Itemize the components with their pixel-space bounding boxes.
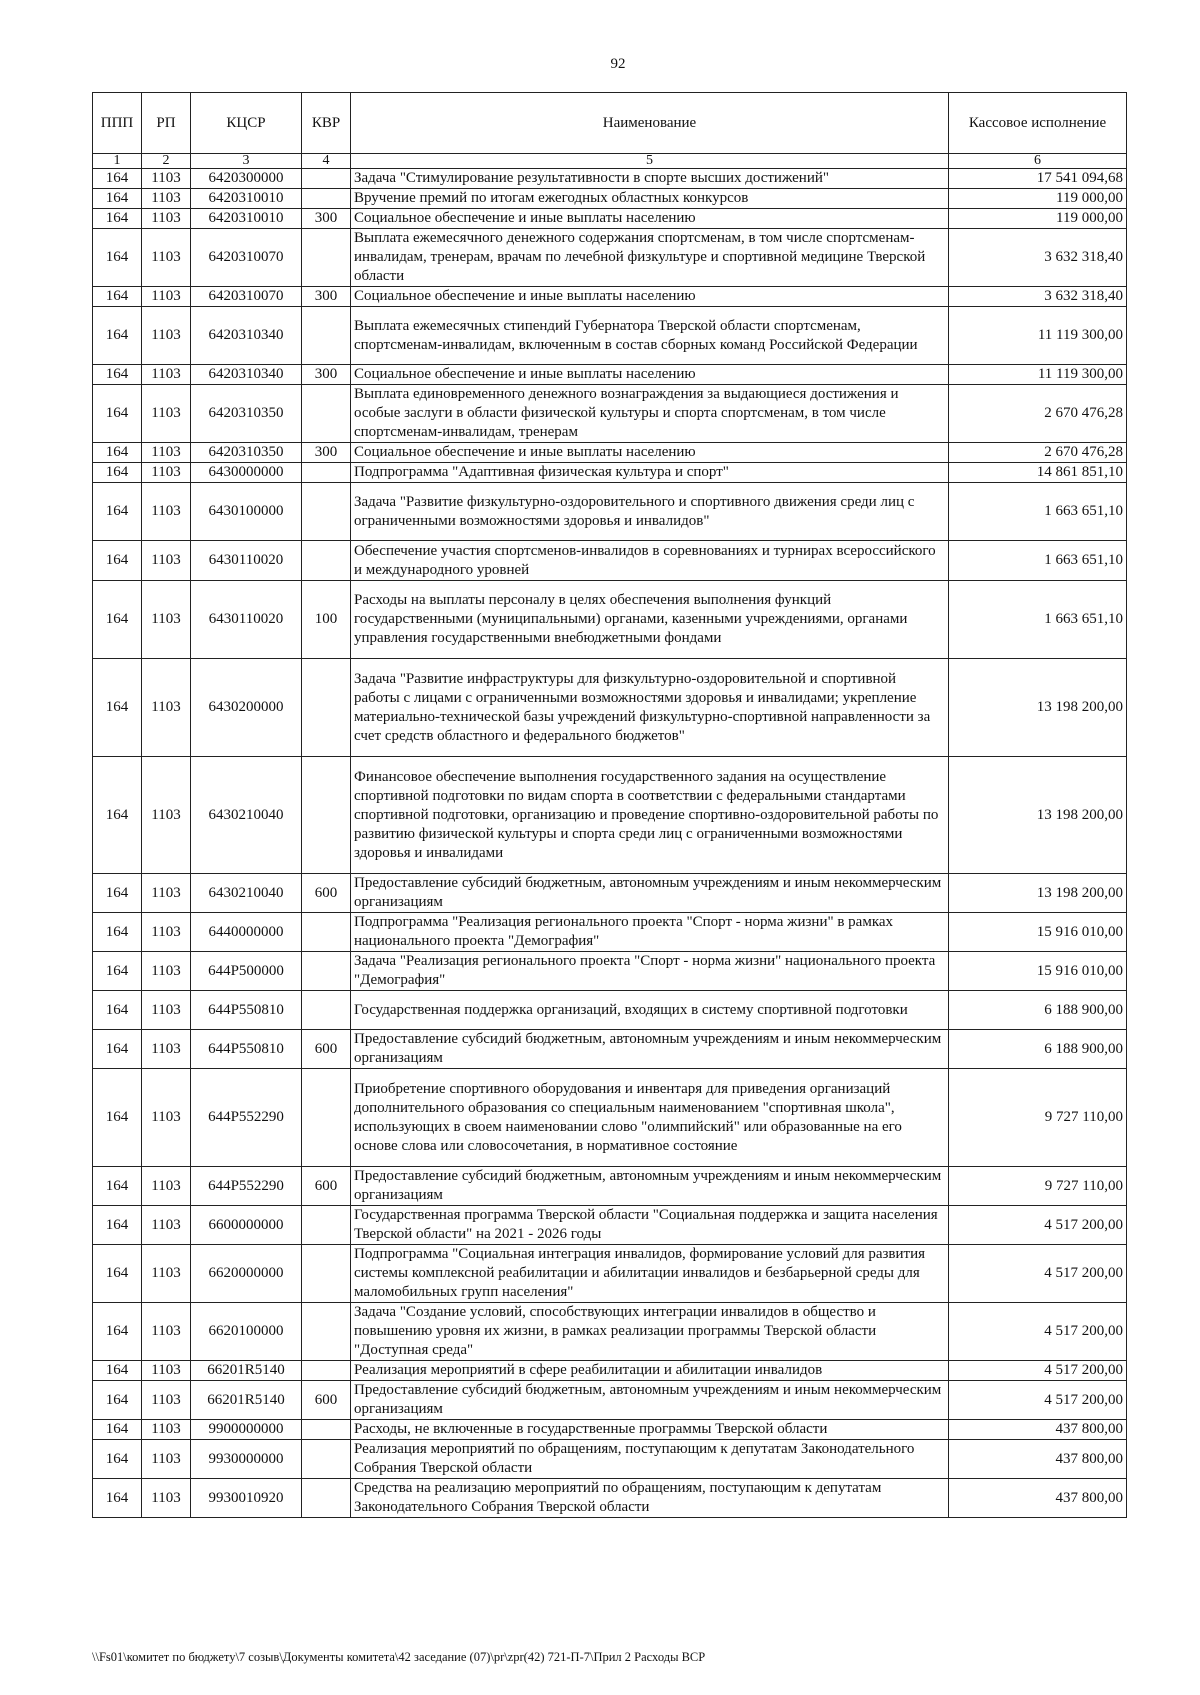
cell-kcsr: 6430210040: [191, 874, 302, 913]
cell-ppp: 164: [93, 287, 142, 307]
cell-name: Подпрограмма "Реализация регионального проекта "Спорт - норма жизни" в рамках национального проекта "Демография": [351, 913, 949, 952]
table-row: [93, 307, 1127, 365]
cell-amount: 9 727 110,00: [949, 1167, 1127, 1206]
cell-name: Выплата ежемесячного денежного содержания спортсменам, в том числе спортсменам-инвалидам, тренерам, врачам по лечебной физкультуре и спортивной медицине Тверской области: [351, 229, 949, 287]
cell-ppp: 164: [93, 757, 142, 874]
cell-name: Задача "Развитие инфраструктуры для физкультурно-оздоровительной и спортивной работы с лицами с ограниченными возможностями здоровья и инвалидами; укрепление материально-технической базы учреждений физкультурно-спортивной направленности за счет средств областного и федерального бюджетов": [351, 659, 949, 757]
cell-ppp: 164: [93, 1479, 142, 1518]
cell-amount: 4 517 200,00: [949, 1245, 1127, 1303]
cell-kvr: 600: [302, 874, 351, 913]
cell-kcsr: 6430000000: [191, 463, 302, 483]
table-row: [93, 1206, 1127, 1245]
footer-file-path: \\Fs01\комитет по бюджету\7 созыв\Документы комитета\42 заседание (07)\pr\zpr(42) 721-П-7\Прил 2 Расходы ВСР: [92, 1650, 706, 1664]
cell-kvr: 600: [302, 1167, 351, 1206]
table-row: [93, 229, 1127, 287]
cell-amount: 6 188 900,00: [949, 1030, 1127, 1069]
cell-kcsr: 6420310350: [191, 443, 302, 463]
cell-kvr: [302, 1245, 351, 1303]
table-row: [93, 1420, 1127, 1440]
cell-kcsr: 6430100000: [191, 483, 302, 541]
cell-name: Расходы на выплаты персоналу в целях обеспечения выполнения функций государственными (муниципальными) органами, казенными учреждениями, органами управления государственными внебюджетными фондами: [351, 581, 949, 659]
cell-kvr: [302, 952, 351, 991]
cell-kcsr: 6420310070: [191, 287, 302, 307]
cell-name: Социальное обеспечение и иные выплаты населению: [351, 365, 949, 385]
cell-rp: 1103: [142, 483, 191, 541]
cell-name: Средства на реализацию мероприятий по обращениям, поступающим к депутатам Законодательного Собрания Тверской области: [351, 1479, 949, 1518]
cell-name: Подпрограмма "Адаптивная физическая культура и спорт": [351, 463, 949, 483]
table-row: [93, 483, 1127, 541]
cell-rp: 1103: [142, 463, 191, 483]
header-kvr: КВР: [302, 93, 351, 154]
cell-kvr: [302, 483, 351, 541]
cell-kvr: 300: [302, 209, 351, 229]
cell-name: Предоставление субсидий бюджетным, автономным учреждениям и иным некоммерческим организациям: [351, 874, 949, 913]
cell-kcsr: 6440000000: [191, 913, 302, 952]
cell-amount: 2 670 476,28: [949, 443, 1127, 463]
cell-kvr: [302, 1069, 351, 1167]
cell-ppp: 164: [93, 443, 142, 463]
cell-kcsr: 6420310010: [191, 209, 302, 229]
cell-kcsr: 6420310350: [191, 385, 302, 443]
cell-kvr: 300: [302, 443, 351, 463]
table-row: [93, 991, 1127, 1030]
cell-rp: 1103: [142, 1069, 191, 1167]
cell-kvr: [302, 1440, 351, 1479]
cell-ppp: 164: [93, 189, 142, 209]
cell-amount: 437 800,00: [949, 1420, 1127, 1440]
cell-rp: 1103: [142, 1420, 191, 1440]
cell-rp: 1103: [142, 307, 191, 365]
cell-amount: 3 632 318,40: [949, 229, 1127, 287]
cell-kvr: [302, 757, 351, 874]
cell-rp: 1103: [142, 189, 191, 209]
cell-name: Выплата единовременного денежного вознаграждения за выдающиеся достижения и особые заслуги в области физической культуры и спорта спортсменам, в том числе спортсменам-инвалидам, тренерам: [351, 385, 949, 443]
cell-ppp: 164: [93, 229, 142, 287]
cell-kcsr: 6430110020: [191, 581, 302, 659]
cell-amount: 17 541 094,68: [949, 169, 1127, 189]
cell-amount: 119 000,00: [949, 209, 1127, 229]
header-ppp: ППП: [93, 93, 142, 154]
table-row: [93, 913, 1127, 952]
cell-name: Вручение премий по итогам ежегодных областных конкурсов: [351, 189, 949, 209]
cell-amount: 13 198 200,00: [949, 659, 1127, 757]
cell-kcsr: 6420310340: [191, 365, 302, 385]
cell-kvr: [302, 463, 351, 483]
cell-rp: 1103: [142, 385, 191, 443]
cell-kcsr: 9900000000: [191, 1420, 302, 1440]
cell-rp: 1103: [142, 874, 191, 913]
cell-ppp: 164: [93, 913, 142, 952]
cell-ppp: 164: [93, 1303, 142, 1361]
table-row: [93, 1479, 1127, 1518]
cell-name: Предоставление субсидий бюджетным, автономным учреждениям и иным некоммерческим организациям: [351, 1167, 949, 1206]
cell-ppp: 164: [93, 1245, 142, 1303]
table-row: [93, 1361, 1127, 1381]
cell-name: Социальное обеспечение и иные выплаты населению: [351, 287, 949, 307]
cell-amount: 13 198 200,00: [949, 757, 1127, 874]
cell-name: Финансовое обеспечение выполнения государственного задания на осуществление спортивной подготовки по видам спорта в соответствии с федеральными стандартами спортивной подготовки, организацию и проведение спортивно-оздоровительной работы по развитию физической культуры и спорта среди лиц с ограниченными возможностями здоровья и инвалидами: [351, 757, 949, 874]
cell-ppp: 164: [93, 874, 142, 913]
cell-amount: 3 632 318,40: [949, 287, 1127, 307]
cell-name: Предоставление субсидий бюджетным, автономным учреждениям и иным некоммерческим организациям: [351, 1381, 949, 1420]
cell-rp: 1103: [142, 991, 191, 1030]
table-row: [93, 1030, 1127, 1069]
table-row: [93, 463, 1127, 483]
cell-rp: 1103: [142, 1206, 191, 1245]
cell-ppp: 164: [93, 952, 142, 991]
cell-rp: 1103: [142, 1245, 191, 1303]
cell-ppp: 164: [93, 365, 142, 385]
column-index: 1: [93, 154, 142, 169]
column-index: 5: [351, 154, 949, 169]
cell-name: Задача "Создание условий, способствующих интеграции инвалидов в общество и повышению уровня их жизни, в рамках реализации программы Тверской области "Доступная среда": [351, 1303, 949, 1361]
cell-rp: 1103: [142, 1381, 191, 1420]
cell-kvr: 300: [302, 287, 351, 307]
column-index: 2: [142, 154, 191, 169]
cell-kvr: [302, 189, 351, 209]
cell-name: Государственная программа Тверской области "Социальная поддержка и защита населения Тверской области" на 2021 - 2026 годы: [351, 1206, 949, 1245]
cell-name: Задача "Стимулирование результативности в спорте высших достижений": [351, 169, 949, 189]
cell-amount: 437 800,00: [949, 1479, 1127, 1518]
cell-rp: 1103: [142, 659, 191, 757]
cell-name: Государственная поддержка организаций, входящих в систему спортивной подготовки: [351, 991, 949, 1030]
cell-rp: 1103: [142, 1440, 191, 1479]
cell-amount: 4 517 200,00: [949, 1361, 1127, 1381]
cell-kcsr: 6430110020: [191, 541, 302, 581]
table-row: [93, 1167, 1127, 1206]
cell-kcsr: 6420300000: [191, 169, 302, 189]
cell-kvr: [302, 385, 351, 443]
column-index-row: [93, 154, 1127, 169]
cell-kvr: [302, 307, 351, 365]
cell-kvr: [302, 1206, 351, 1245]
cell-ppp: 164: [93, 541, 142, 581]
table-row: [93, 581, 1127, 659]
cell-ppp: 164: [93, 1030, 142, 1069]
cell-kvr: [302, 1420, 351, 1440]
cell-name: Предоставление субсидий бюджетным, автономным учреждениям и иным некоммерческим организациям: [351, 1030, 949, 1069]
cell-rp: 1103: [142, 443, 191, 463]
header-name: Наименование: [351, 93, 949, 154]
cell-amount: 9 727 110,00: [949, 1069, 1127, 1167]
table-row: [93, 189, 1127, 209]
cell-kcsr: 6600000000: [191, 1206, 302, 1245]
cell-kvr: [302, 991, 351, 1030]
cell-amount: 4 517 200,00: [949, 1206, 1127, 1245]
cell-kcsr: 66201R5140: [191, 1381, 302, 1420]
cell-amount: 1 663 651,10: [949, 483, 1127, 541]
cell-rp: 1103: [142, 1303, 191, 1361]
table-row: [93, 169, 1127, 189]
column-index: 3: [191, 154, 302, 169]
cell-ppp: 164: [93, 307, 142, 365]
cell-name: Социальное обеспечение и иные выплаты населению: [351, 443, 949, 463]
cell-ppp: 164: [93, 483, 142, 541]
cell-rp: 1103: [142, 952, 191, 991]
cell-rp: 1103: [142, 1167, 191, 1206]
cell-rp: 1103: [142, 581, 191, 659]
cell-amount: 119 000,00: [949, 189, 1127, 209]
cell-ppp: 164: [93, 1440, 142, 1479]
cell-ppp: 164: [93, 1069, 142, 1167]
cell-amount: 11 119 300,00: [949, 365, 1127, 385]
cell-kcsr: 644P550810: [191, 1030, 302, 1069]
cell-kcsr: 6420310070: [191, 229, 302, 287]
cell-amount: 4 517 200,00: [949, 1381, 1127, 1420]
cell-kcsr: 66201R5140: [191, 1361, 302, 1381]
cell-ppp: 164: [93, 385, 142, 443]
cell-kvr: [302, 913, 351, 952]
cell-amount: 4 517 200,00: [949, 1303, 1127, 1361]
table-row: [93, 209, 1127, 229]
cell-kvr: 300: [302, 365, 351, 385]
cell-ppp: 164: [93, 659, 142, 757]
table-row: [93, 1069, 1127, 1167]
cell-kcsr: 6620100000: [191, 1303, 302, 1361]
cell-kvr: [302, 229, 351, 287]
cell-kcsr: 644P550810: [191, 991, 302, 1030]
cell-kvr: [302, 1479, 351, 1518]
cell-kcsr: 644P500000: [191, 952, 302, 991]
cell-name: Приобретение спортивного оборудования и инвентаря для приведения организаций дополнительного образования со специальным наименованием "спортивная школа", использующих в своем наименовании слово "олимпийский" или образованные на его основе слова или словосочетания, в нормативное состояние: [351, 1069, 949, 1167]
table-row: [93, 1245, 1127, 1303]
cell-ppp: 164: [93, 991, 142, 1030]
cell-kcsr: 644P552290: [191, 1069, 302, 1167]
cell-amount: 11 119 300,00: [949, 307, 1127, 365]
cell-name: Реализация мероприятий в сфере реабилитации и абилитации инвалидов: [351, 1361, 949, 1381]
cell-rp: 1103: [142, 229, 191, 287]
table-row: [93, 1440, 1127, 1479]
cell-name: Обеспечение участия спортсменов-инвалидов в соревнованиях и турнирах всероссийского и международного уровней: [351, 541, 949, 581]
cell-amount: 15 916 010,00: [949, 913, 1127, 952]
cell-ppp: 164: [93, 1206, 142, 1245]
cell-ppp: 164: [93, 1167, 142, 1206]
cell-name: Расходы, не включенные в государственные программы Тверской области: [351, 1420, 949, 1440]
table-row: [93, 952, 1127, 991]
cell-name: Задача "Развитие физкультурно-оздоровительного и спортивного движения среди лиц с ограниченными возможностями здоровья и инвалидов": [351, 483, 949, 541]
cell-name: Подпрограмма "Социальная интеграция инвалидов, формирование условий для развития системы комплексной реабилитации и абилитации инвалидов и безбарьерной среды для маломобильных групп населения": [351, 1245, 949, 1303]
cell-rp: 1103: [142, 757, 191, 874]
cell-kcsr: 9930000000: [191, 1440, 302, 1479]
cell-rp: 1103: [142, 169, 191, 189]
cell-rp: 1103: [142, 541, 191, 581]
cell-rp: 1103: [142, 365, 191, 385]
cell-name: Реализация мероприятий по обращениям, поступающим к депутатам Законодательного Собрания Тверской области: [351, 1440, 949, 1479]
page-number: 92: [610, 56, 626, 72]
cell-kcsr: 6430200000: [191, 659, 302, 757]
cell-kvr: 100: [302, 581, 351, 659]
cell-amount: 437 800,00: [949, 1440, 1127, 1479]
cell-ppp: 164: [93, 1381, 142, 1420]
cell-kvr: [302, 169, 351, 189]
header-kcsr: КЦСР: [191, 93, 302, 154]
table-row: [93, 874, 1127, 913]
cell-kvr: 600: [302, 1381, 351, 1420]
table-row: [93, 287, 1127, 307]
cell-rp: 1103: [142, 1030, 191, 1069]
table-row: [93, 757, 1127, 874]
table-row: [93, 365, 1127, 385]
cell-amount: 1 663 651,10: [949, 541, 1127, 581]
cell-kcsr: 6420310010: [191, 189, 302, 209]
cell-ppp: 164: [93, 1361, 142, 1381]
budget-table: [92, 92, 1127, 1518]
cell-kcsr: 644P552290: [191, 1167, 302, 1206]
cell-name: Социальное обеспечение и иные выплаты населению: [351, 209, 949, 229]
table-row: [93, 385, 1127, 443]
cell-kvr: 600: [302, 1030, 351, 1069]
cell-ppp: 164: [93, 209, 142, 229]
cell-name: Выплата ежемесячных стипендий Губернатора Тверской области спортсменам, спортсменам-инвалидам, включенным в состав сборных команд Российской Федерации: [351, 307, 949, 365]
cell-ppp: 164: [93, 169, 142, 189]
cell-rp: 1103: [142, 1361, 191, 1381]
cell-rp: 1103: [142, 287, 191, 307]
cell-name: Задача "Реализация регионального проекта "Спорт - норма жизни" национального проекта "Демография": [351, 952, 949, 991]
cell-amount: 13 198 200,00: [949, 874, 1127, 913]
cell-kvr: [302, 1303, 351, 1361]
header-rp: РП: [142, 93, 191, 154]
table-row: [93, 1303, 1127, 1361]
cell-amount: 1 663 651,10: [949, 581, 1127, 659]
cell-amount: 6 188 900,00: [949, 991, 1127, 1030]
table-row: [93, 659, 1127, 757]
cell-rp: 1103: [142, 209, 191, 229]
cell-kvr: [302, 659, 351, 757]
cell-kvr: [302, 541, 351, 581]
table-row: [93, 443, 1127, 463]
table-header-row: [93, 93, 1127, 154]
table-body: [93, 169, 1127, 1518]
cell-ppp: 164: [93, 1420, 142, 1440]
column-index: 4: [302, 154, 351, 169]
cell-amount: 14 861 851,10: [949, 463, 1127, 483]
cell-kcsr: 6620000000: [191, 1245, 302, 1303]
cell-ppp: 164: [93, 581, 142, 659]
table-row: [93, 1381, 1127, 1420]
cell-ppp: 164: [93, 463, 142, 483]
cell-kcsr: 6430210040: [191, 757, 302, 874]
column-index: 6: [949, 154, 1127, 169]
cell-kcsr: 6420310340: [191, 307, 302, 365]
cell-kvr: [302, 1361, 351, 1381]
cell-rp: 1103: [142, 1479, 191, 1518]
header-amount: Кассовое исполнение: [949, 93, 1127, 154]
cell-amount: 15 916 010,00: [949, 952, 1127, 991]
table-row: [93, 541, 1127, 581]
cell-amount: 2 670 476,28: [949, 385, 1127, 443]
cell-kcsr: 9930010920: [191, 1479, 302, 1518]
cell-rp: 1103: [142, 913, 191, 952]
